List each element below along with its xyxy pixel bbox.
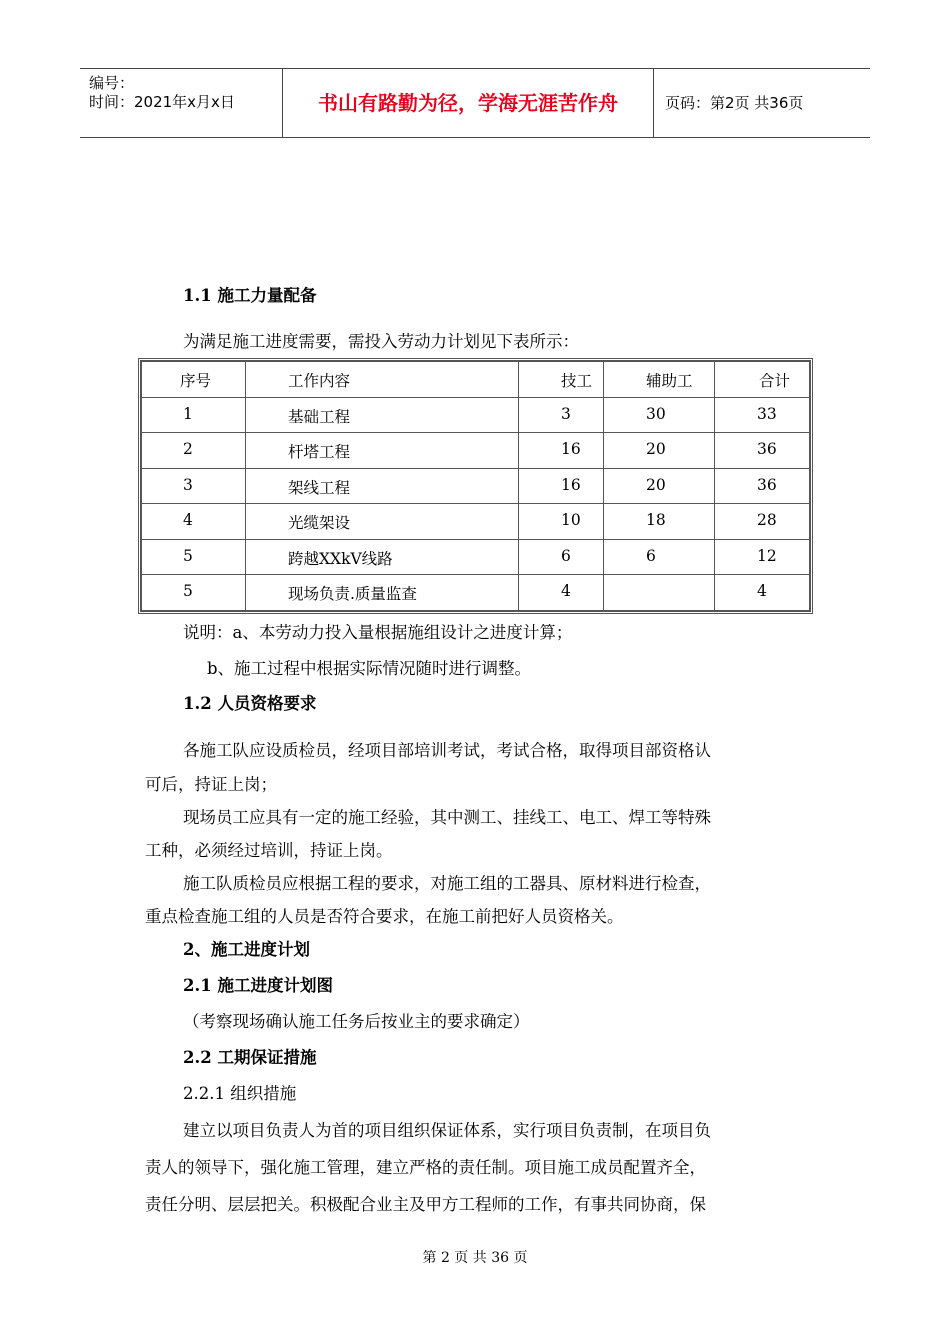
table-cell: 5 [142, 575, 246, 611]
header-meta [80, 69, 283, 137]
table-cell: 12 [715, 539, 810, 575]
document-header [80, 68, 870, 138]
table-cell: 4 [142, 504, 246, 540]
header-page-label: 页码：第2页 共36页 [665, 94, 804, 112]
table-cell: 4 [715, 575, 810, 611]
table-cell: 16 [519, 468, 604, 504]
table-cell: 4 [519, 575, 604, 611]
paragraph-line: 责人的领导下，强化施工管理，建立严格的责任制。项目施工成员配置齐全， [145, 1158, 706, 1177]
section-intro-1-1: 为满足施工进度需要，需投入劳动力计划见下表所示： [183, 332, 579, 351]
section-heading-1-2: 1.2 人员资格要求 [183, 694, 317, 713]
table-header-cell: 序号 [142, 362, 246, 398]
table-cell [604, 575, 715, 611]
table-cell: 16 [519, 433, 604, 469]
paragraph-line: 可后，持证上岗； [145, 775, 277, 794]
table-cell: 3 [519, 397, 604, 433]
number-label: 编号： [89, 74, 135, 92]
table-cell: 2 [142, 433, 246, 469]
table-note-a: 说明：a、本劳动力投入量根据施组设计之进度计算； [183, 623, 573, 642]
header-motto: 书山有路勤为径，学海无涯苦作舟 [283, 69, 654, 137]
table-cell: 光缆架设 [246, 504, 519, 540]
paragraph-line: 建立以项目负责人为首的项目组织保证体系，实行项目负责制，在项目负 [183, 1121, 711, 1140]
table-cell: 3 [142, 468, 246, 504]
table-row [142, 575, 810, 611]
paragraph-line: 责任分明、层层把关。积极配合业主及甲方工程师的工作，有事共同协商，保 [145, 1195, 706, 1214]
section-note-2-1: （考察现场确认施工任务后按业主的要求确定） [183, 1012, 530, 1031]
labour-table [138, 358, 813, 614]
section-heading-2-1: 2.1 施工进度计划图 [183, 976, 333, 995]
table-cell: 现场负责.质量监查 [246, 575, 519, 611]
table-cell: 基础工程 [246, 397, 519, 433]
table-cell: 28 [715, 504, 810, 540]
table-header-cell: 技工 [519, 362, 604, 398]
paragraph-line: 现场员工应具有一定的施工经验，其中测工、挂线工、电工、焊工等特殊 [183, 808, 711, 827]
table-row [142, 468, 810, 504]
table-header-cell: 工作内容 [246, 362, 519, 398]
table-row [142, 504, 810, 540]
section-heading-2: 2、施工进度计划 [183, 940, 310, 959]
table-cell: 跨越XXkV线路 [246, 539, 519, 575]
table-cell: 架线工程 [246, 468, 519, 504]
section-heading-1-1: 1.1 施工力量配备 [183, 286, 317, 305]
table-cell: 33 [715, 397, 810, 433]
time-label: 时间：2021年x月x日 [89, 93, 235, 111]
table-header-row [142, 362, 810, 398]
table-header-cell: 合计 [715, 362, 810, 398]
table-cell: 20 [604, 433, 715, 469]
table-cell: 1 [142, 397, 246, 433]
table-cell: 20 [604, 468, 715, 504]
table-cell: 6 [604, 539, 715, 575]
table-cell: 10 [519, 504, 604, 540]
paragraph-line: 各施工队应设质检员，经项目部培训考试，考试合格，取得项目部资格认 [183, 741, 711, 760]
table-cell: 18 [604, 504, 715, 540]
table-cell: 杆塔工程 [246, 433, 519, 469]
table-cell: 6 [519, 539, 604, 575]
table-cell: 36 [715, 468, 810, 504]
table-header-cell: 辅助工 [604, 362, 715, 398]
section-heading-2-2: 2.2 工期保证措施 [183, 1048, 317, 1067]
table-cell: 30 [604, 397, 715, 433]
table-note-b: b、施工过程中根据实际情况随时进行调整。 [207, 659, 532, 678]
paragraph-line: 重点检查施工组的人员是否符合要求，在施工前把好人员资格关。 [145, 907, 624, 926]
paragraph-line: 施工队质检员应根据工程的要求，对施工组的工器具、原材料进行检查， [183, 874, 711, 893]
table-row [142, 433, 810, 469]
table-cell: 36 [715, 433, 810, 469]
paragraph-line: 工种，必须经过培训，持证上岗。 [145, 841, 393, 860]
section-heading-2-2-1: 2.2.1 组织措施 [183, 1084, 297, 1103]
table-cell: 5 [142, 539, 246, 575]
page-footer: 第 2 页 共 36 页 [422, 1250, 528, 1266]
table-row [142, 397, 810, 433]
table-row [142, 539, 810, 575]
